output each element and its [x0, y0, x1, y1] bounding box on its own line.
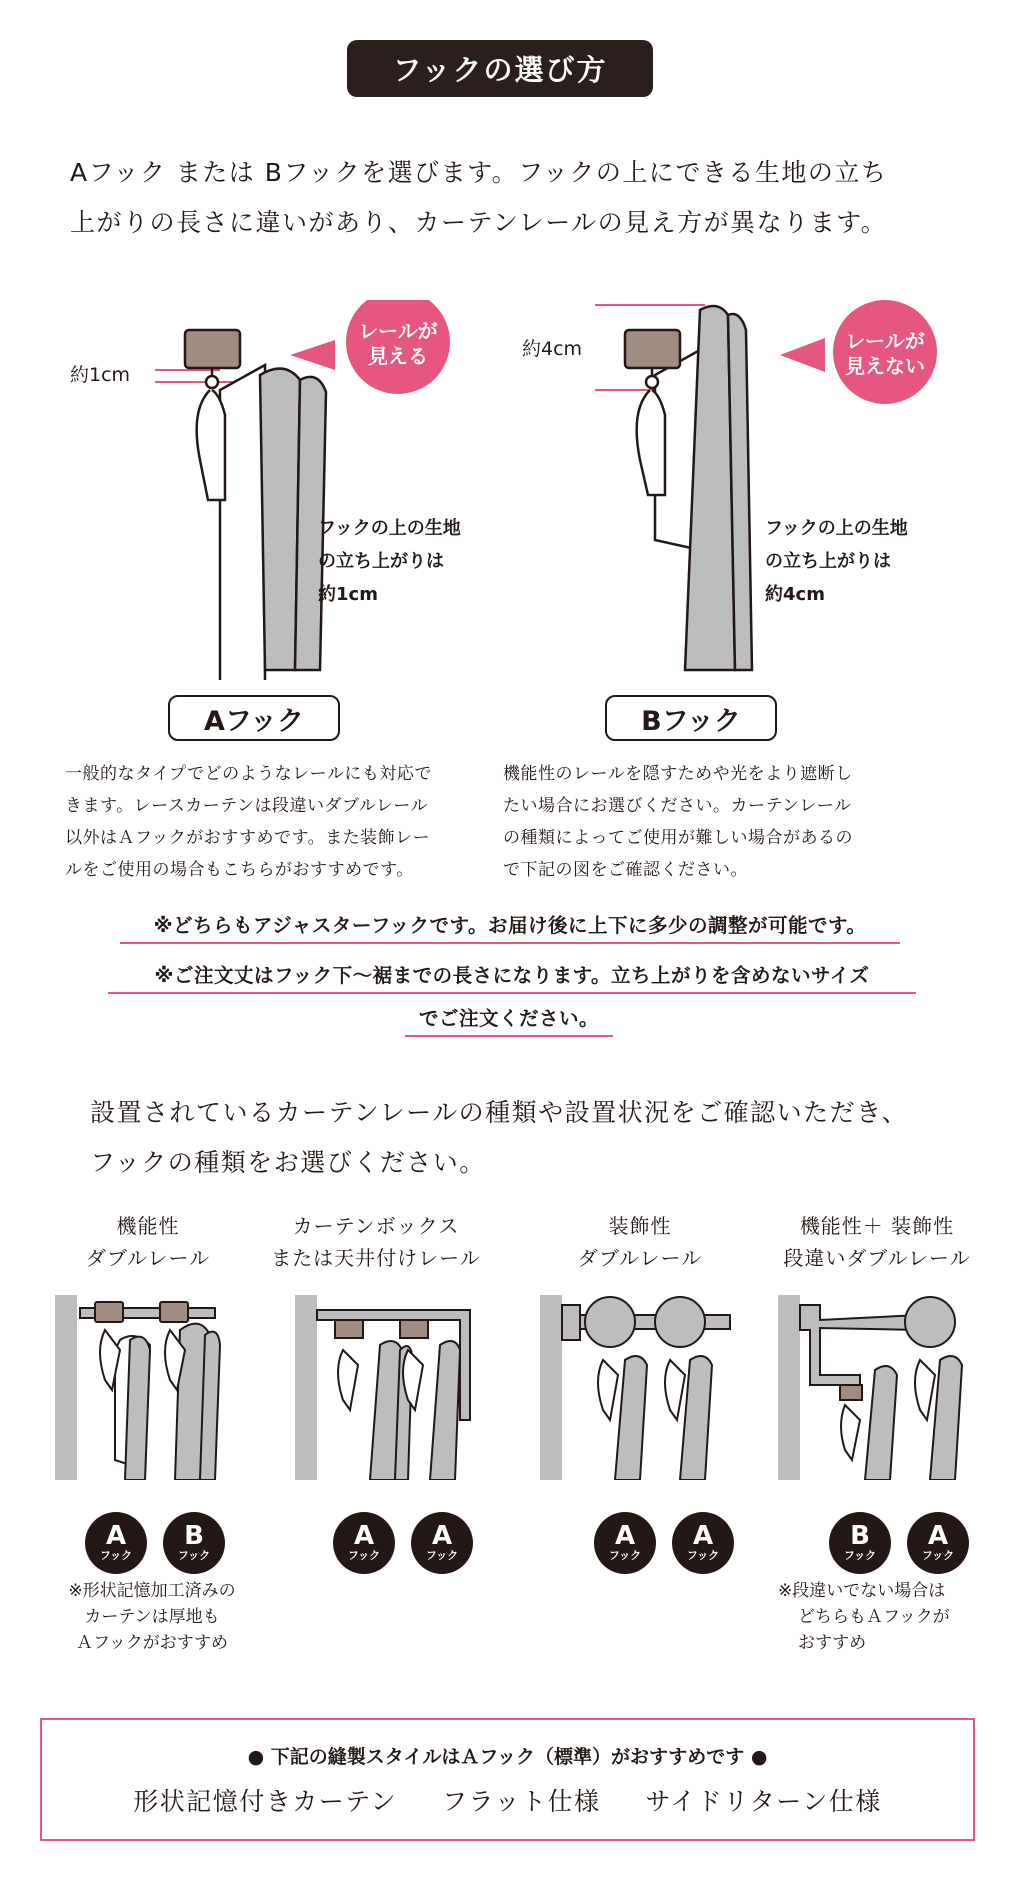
hook-badge-a: A フック: [411, 1512, 473, 1574]
svg-text:レールが: レールが: [358, 319, 438, 343]
style-flat: フラット仕様: [441, 1787, 601, 1816]
footnote-functional-double: ※形状記憶加工済みの カーテンは厚地も Ａフックがおすすめ: [68, 1581, 236, 1653]
page-title: フックの選び方: [347, 40, 653, 97]
svg-text:レールが: レールが: [845, 329, 925, 353]
hook-b-label: Bフック: [605, 695, 777, 741]
recommendation-heading: ● 下記の縫製スタイルはＡフック（標準）がおすすめです ●: [247, 1746, 768, 1768]
recommendation-box: [40, 1718, 975, 1841]
rail-title-decorative-double: 装飾性 ダブルレール: [577, 1214, 703, 1270]
intro-line-2: 上がりの長さに違いがあり、カーテンレールの見え方が異なります。: [70, 208, 888, 237]
rail-title-stepped-double: 機能性＋ 装飾性 段違いダブルレール: [783, 1214, 971, 1270]
hook-b-description: 機能性のレールを隠すためや光をより遮断し たい場合にお選びください。カーテンレール の種類によってご使用が難しい場合があるの で下記の図をご確認ください。: [503, 764, 853, 880]
hook-a-label: Aフック: [168, 695, 340, 741]
style-shape-memory: 形状記憶付きカーテン: [133, 1787, 397, 1816]
hook-badge-a: A フック: [85, 1512, 147, 1574]
check-instructions: 設置されているカーテンレールの種類や設置状況をご確認いただき、 フックの種類をお選びください。: [90, 1098, 909, 1177]
svg-text:見える: 見える: [368, 344, 428, 368]
rail-illustrations: [50, 1290, 990, 1480]
intro-line-1: Aフック または Bフックを選びます。フックの上にできる生地の立ち: [70, 158, 888, 187]
svg-text:見えない: 見えない: [845, 354, 925, 378]
rail-runner-icon: [185, 330, 240, 368]
hook-b-caption: フックの上の生地 の立ち上がりは 約4cm: [765, 518, 908, 605]
hook-badge-a: A フック: [594, 1512, 656, 1574]
hook-badge-b: B フック: [829, 1512, 891, 1574]
hook-a-caption: フックの上の生地 の立ち上がりは 約1cm: [318, 518, 461, 605]
hook-badge-a: A フック: [907, 1512, 969, 1574]
hook-badge-a: A フック: [672, 1512, 734, 1574]
hook-badge-b: B フック: [163, 1512, 225, 1574]
wall: [55, 1295, 77, 1480]
sewing-styles: [42, 1782, 973, 1818]
note-order-length: ※ご注文丈はフック下～裾までの長さになります。立ち上がりを含めないサイズ: [108, 960, 916, 994]
footnote-stepped-double: ※段違いでない場合は どちらもＡフックが おすすめ: [778, 1581, 950, 1653]
hook-badge-a: A フック: [333, 1512, 395, 1574]
intro-text: [70, 148, 970, 248]
note-order-length-cont: でご注文ください。: [405, 1003, 613, 1037]
hook-a-illustration: [60, 300, 500, 680]
rail-title-functional-double: 機能性 ダブルレール: [85, 1214, 211, 1270]
style-side-return: サイドリターン仕様: [645, 1787, 882, 1816]
rail-runner-icon: [625, 330, 680, 368]
hook-a-measure: 約1cm: [70, 364, 131, 386]
rail-title-curtain-box: カーテンボックス または天井付けレール: [271, 1214, 481, 1270]
note-adjuster: ※どちらもアジャスターフックです。お届け後に上下に多少の調整が可能です。: [120, 910, 900, 944]
hook-b-measure: 約4cm: [522, 338, 583, 360]
hook-a-description: 一般的なタイプでどのようなレールにも対応で きます。レースカーテンは段違いダブルレール 以外はＡフックがおすすめです。また装飾レー ルをご使用の場合もこちらがおすすめです。: [65, 764, 432, 880]
hook-b-illustration: [540, 290, 980, 680]
